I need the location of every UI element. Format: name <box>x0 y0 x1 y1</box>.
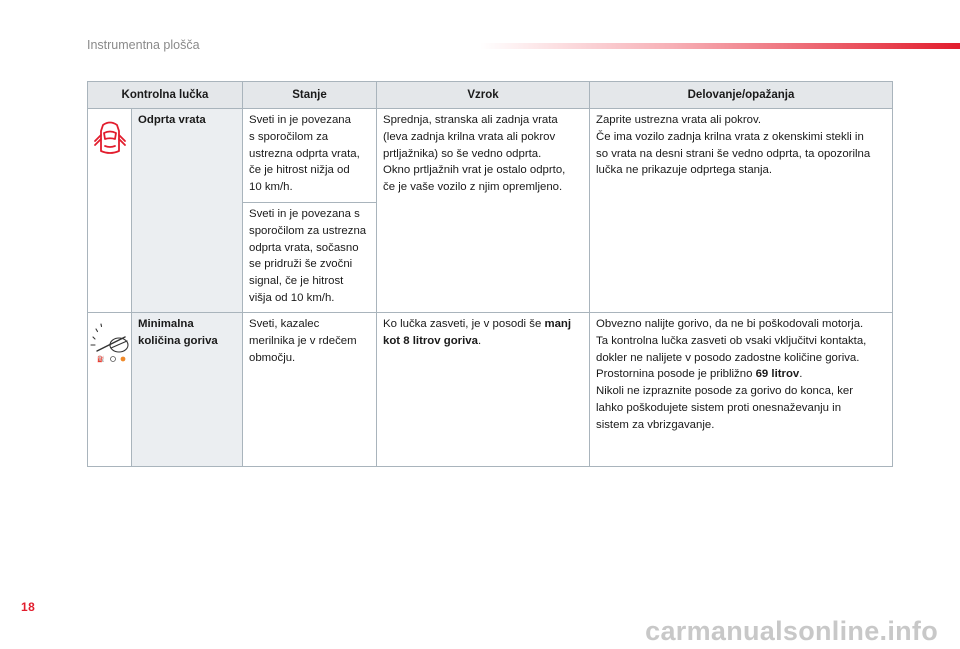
notes-cell: Zaprite ustrezna vrata ali pokrov. Če ima vozilo zadnja krilna vrata z okenskimi stekli in so vrata na desni strani še vedno odprta, ta opozorilna lučka ne prikazuje odprtega stanja. <box>590 109 893 313</box>
page-number: 18 <box>21 600 36 614</box>
header-accent-bar <box>480 43 960 49</box>
open-door-car-icon <box>90 117 130 161</box>
light-name: Minimalna količina goriva <box>132 313 243 467</box>
table-header-row <box>88 82 893 109</box>
table-row <box>88 313 893 467</box>
watermark: carmanualsonline.info <box>645 616 938 646</box>
page-header-title: Instrumentna plošča <box>87 38 200 52</box>
state-cell: Sveti, kazalec merilnika je v rdečem območju. <box>243 313 377 467</box>
cause-cell: Sprednja, stranska ali zadnja vrata (leva zadnja krilna vrata ali pokrov prtljažnika) so še vedno odprta. Okno prtljažnih vrat je ostalo odprto, če je vaše vozilo z njim opremljeno. <box>377 109 590 313</box>
cause-cell: Ko lučka zasveti, je v posodi še manj kot 8 litrov goriva. <box>377 313 590 467</box>
table-row <box>88 109 893 203</box>
icon-cell <box>88 109 132 313</box>
state-cell: Sveti in je povezana s sporočilom za ustrezna odprta vrata, sočasno se pridruži še zvočni signal, če je hitrost višja od 10 km/h. <box>243 203 377 313</box>
column-header: Delovanje/opažanja <box>590 82 893 109</box>
svg-text:⛽: ⛽ <box>96 357 104 363</box>
light-name: Odprta vrata <box>132 109 243 313</box>
icon-cell <box>88 313 132 467</box>
state-cell: Sveti in je povezana s sporočilom za ustrezna odprta vrata, če je hitrost nižja od 10 km/h. <box>243 109 377 203</box>
notes-cell: Obvezno nalijte gorivo, da ne bi poškodovali motorja. Ta kontrolna lučka zasveti ob vsaki vključitvi kontakta, dokler ne nalijete v posodo zadostne količine goriva. Prostornina posode je približno 69 litrov. Nikoli ne izpraznite posode za gorivo do konca, ker lahko poškodujete sistem proti onesnaževanju in sistem za vbrizgavanje. <box>590 313 893 467</box>
column-header: Vzrok <box>377 82 590 109</box>
fuel-gauge-icon <box>89 317 131 365</box>
column-header: Stanje <box>243 82 377 109</box>
warning-lights-table <box>87 81 893 467</box>
column-header: Kontrolna lučka <box>88 82 243 109</box>
